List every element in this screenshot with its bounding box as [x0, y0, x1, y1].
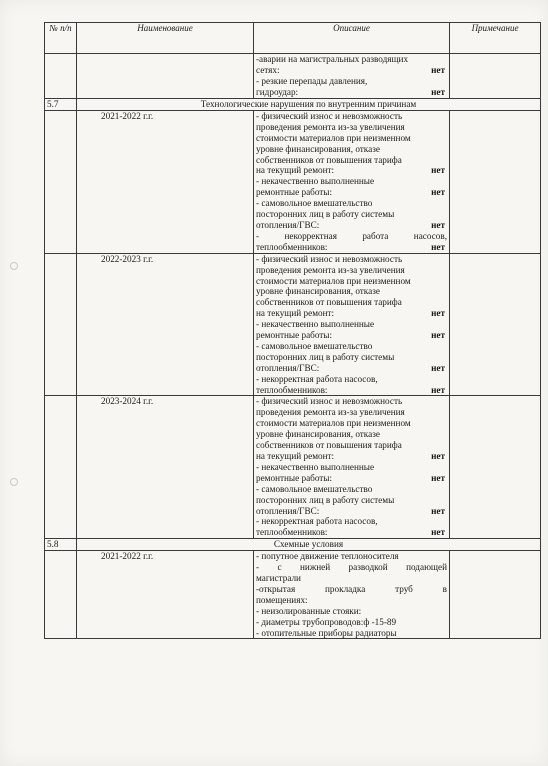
table-row: [45, 253, 541, 396]
table-row: [45, 110, 541, 253]
description-cell: - физический износ и невозможность проведения ремонта из-за увеличения стоимости материалов при неизменном уровне финансирования, отказе собственников от повышения тарифа на текущий ремонт: нет - некачественно выполненные ремонтные работы: нет - самовольное вмешательство посторонних лиц в работу системы отопления/ГВС: нет - некорректная работа насосов, теплообменников: нет: [254, 110, 450, 253]
table-row: [45, 551, 541, 639]
period-label: 2021-2022 г.г.: [77, 110, 254, 253]
header-note: Примечание: [450, 23, 541, 54]
period-label: 2023-2024 г.г.: [77, 396, 254, 539]
header-name: Наименование: [77, 23, 254, 54]
period-label: 2022-2023 г.г.: [77, 253, 254, 396]
description-cell: -аварии на магистральных разводящих сетях: нет - резкие перепады давления, гидроудар: нет: [254, 54, 450, 99]
section-title: Технологические нарушения по внутренним причинам: [77, 99, 541, 111]
period-label: 2021-2022 г.г.: [77, 551, 254, 639]
section-row: [45, 539, 541, 551]
punch-hole-mark: [10, 262, 18, 270]
section-title: Схемные условия: [77, 539, 541, 551]
section-number: 5.7: [45, 99, 77, 111]
table-header-row: [45, 23, 541, 54]
description-cell: - физический износ и невозможность проведения ремонта из-за увеличения стоимости материалов при неизменном уровне финансирования, отказе собственников от повышения тарифа на текущий ремонт: нет - некачественно выполненные ремонтные работы: нет - самовольное вмешательство посторонних лиц в работу системы отопления/ГВС: нет - некорректная работа насосов, теплообменников: нет: [254, 253, 450, 396]
header-num: № п/п: [45, 23, 77, 54]
description-cell: - попутное движение теплоносителя - с нижней разводкой подающей магистрали -открытая прокладка труб в помещениях: - неизолированные стояки: - диаметры трубопроводов:ф -15-89 - отопительные приборы радиаторы: [254, 551, 450, 639]
punch-hole-mark: [10, 478, 18, 486]
table-row: [45, 396, 541, 539]
table-row: [45, 54, 541, 99]
document-table: [44, 22, 541, 639]
description-cell: - физический износ и невозможность проведения ремонта из-за увеличения стоимости материалов при неизменном уровне финансирования, отказе собственников от повышения тарифа на текущий ремонт: нет - некачественно выполненные ремонтные работы: нет - самовольное вмешательство посторонних лиц в работу системы отопления/ГВС: нет - некорректная работа насосов, теплообменников: нет: [254, 396, 450, 539]
section-row: [45, 99, 541, 111]
header-description: Описание: [254, 23, 450, 54]
section-number: 5.8: [45, 539, 77, 551]
